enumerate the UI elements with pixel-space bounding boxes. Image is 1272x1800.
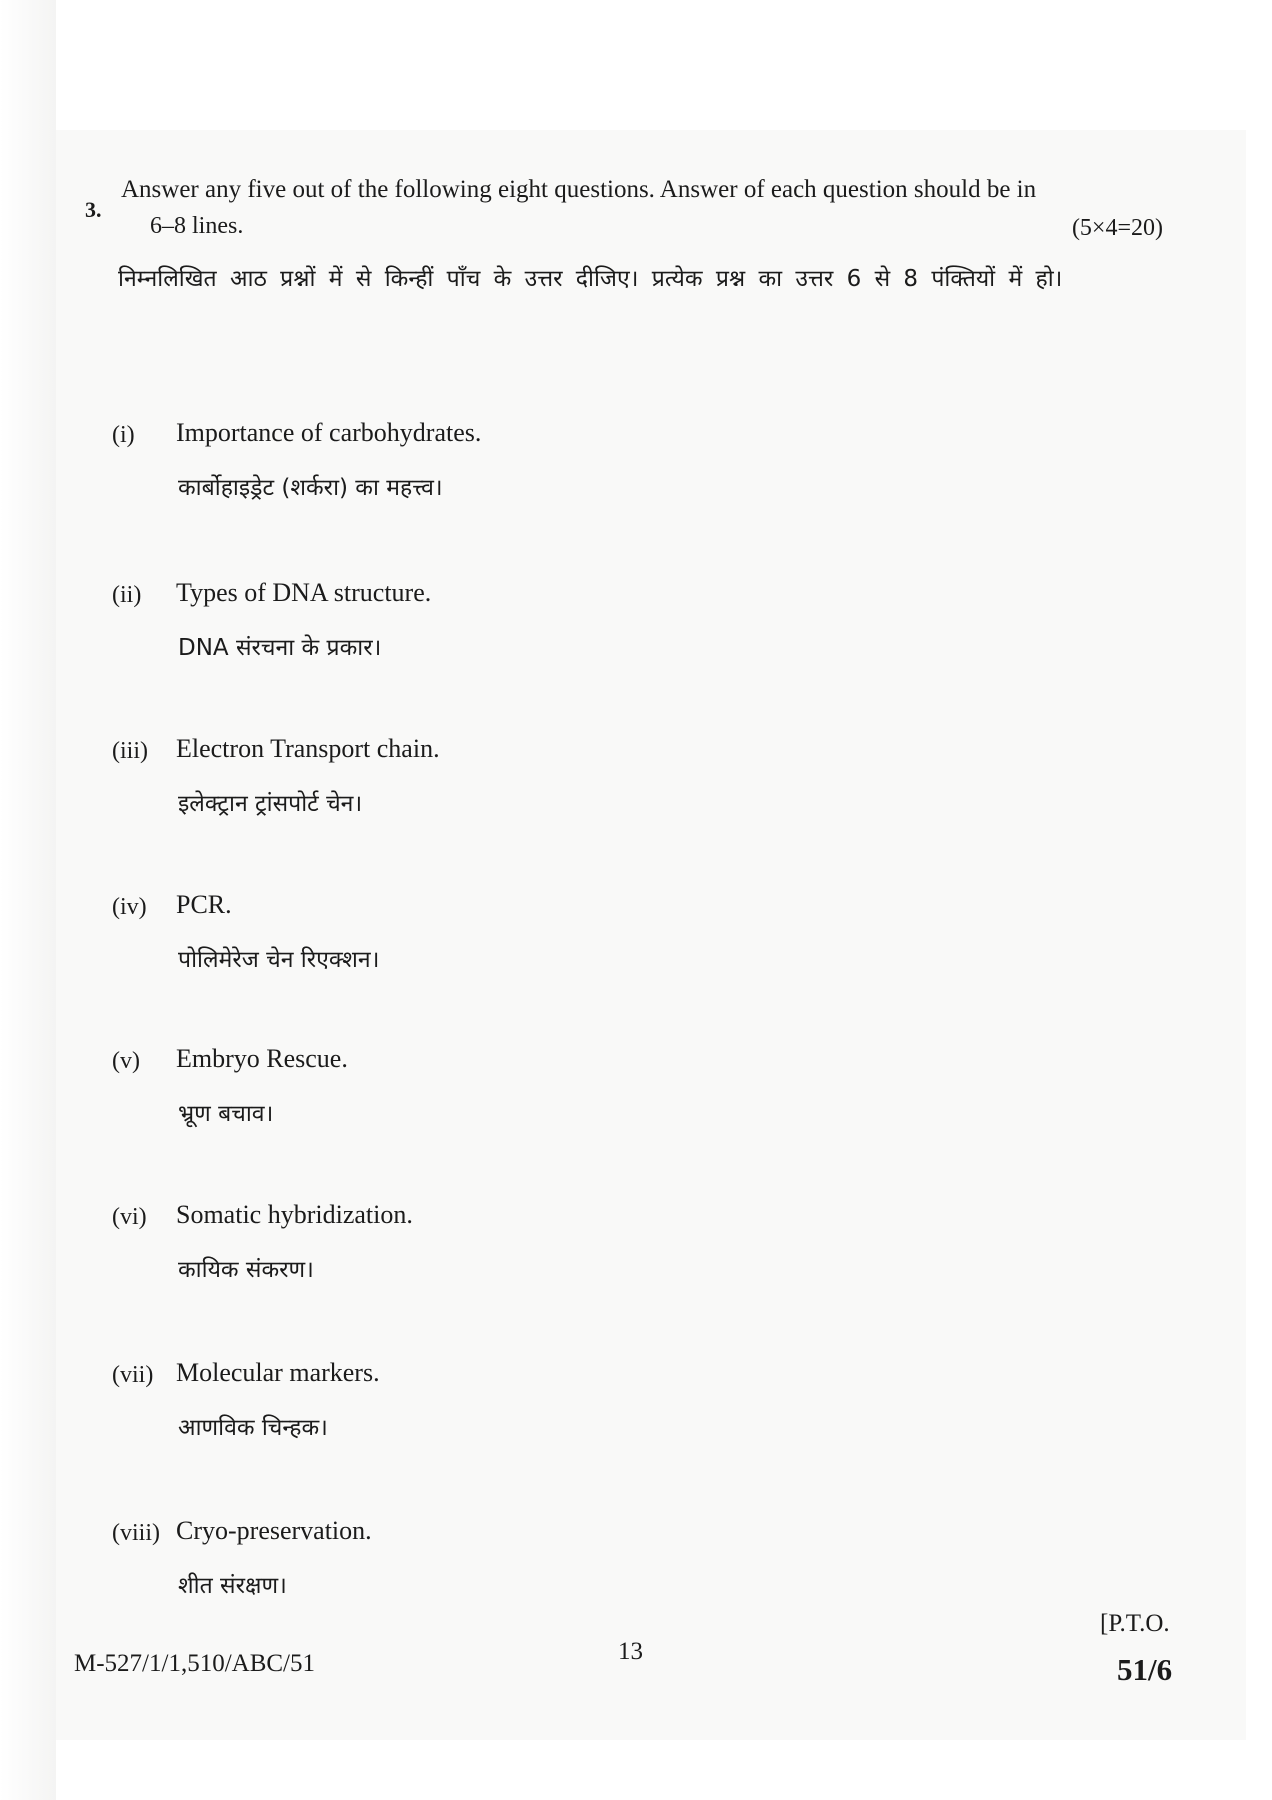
item-text-english: Somatic hybridization. [176, 1200, 413, 1229]
item-text-english: Cryo-preservation. [176, 1516, 372, 1545]
list-item [112, 1358, 812, 1478]
item-text-hindi: कायिक संकरण। [178, 1257, 314, 1283]
question-instruction: Answer any five out of the following eight questions. Answer of each question should be in [121, 176, 1037, 203]
item-number: (iii) [112, 738, 148, 764]
item-number: (v) [112, 1048, 140, 1074]
item-text-hindi: भ्रूण बचाव। [178, 1101, 274, 1127]
item-number: (viii) [112, 1520, 160, 1546]
pto-note: [P.T.O. [1100, 1610, 1170, 1637]
question-instruction-lines: 6–8 lines. [150, 213, 244, 239]
list-item [112, 1044, 812, 1164]
item-text-hindi: DNA संरचना के प्रकार। [178, 635, 382, 661]
list-item [112, 890, 812, 1010]
question-number: 3. [85, 197, 102, 222]
item-text-english: Embryo Rescue. [176, 1044, 348, 1073]
item-number: (ii) [112, 582, 142, 608]
item-text-hindi: पोलिमेरेज चेन रिएक्शन। [178, 947, 380, 973]
list-item [112, 1516, 812, 1636]
list-item [112, 1200, 812, 1320]
item-number: (vii) [112, 1362, 154, 1388]
item-number: (vi) [112, 1204, 147, 1230]
question-instruction-hindi: निम्नलिखित आठ प्रश्नों में से किन्हीं पाँच के उत्तर दीजिए। प्रत्येक प्रश्न का उत्तर 6 से 8 पंक्तियों में हो। [118, 266, 1063, 292]
item-number: (i) [112, 422, 135, 448]
set-number: 51/6 [1117, 1652, 1173, 1687]
list-item [112, 734, 812, 854]
scan-edge [0, 0, 56, 1800]
paper-code: M-527/1/1,510/ABC/51 [74, 1650, 315, 1677]
item-text-hindi: इलेक्ट्रान ट्रांसपोर्ट चेन। [178, 791, 363, 817]
list-item [112, 578, 812, 698]
question-marks: (5×4=20) [1071, 215, 1163, 241]
item-text-hindi: कार्बोहाइड्रेट (शर्करा) का महत्त्व। [178, 475, 443, 501]
item-text-english: Molecular markers. [176, 1358, 380, 1387]
item-text-english: PCR. [176, 890, 232, 919]
item-text-english: Types of DNA structure. [176, 578, 432, 607]
list-item [112, 418, 812, 538]
item-text-hindi: आणविक चिन्हक। [178, 1415, 328, 1441]
item-text-hindi: शीत संरक्षण। [178, 1573, 287, 1599]
page-number: 13 [618, 1638, 643, 1665]
item-number: (iv) [112, 894, 147, 920]
item-text-english: Importance of carbohydrates. [176, 418, 482, 447]
item-text-english: Electron Transport chain. [176, 734, 440, 763]
